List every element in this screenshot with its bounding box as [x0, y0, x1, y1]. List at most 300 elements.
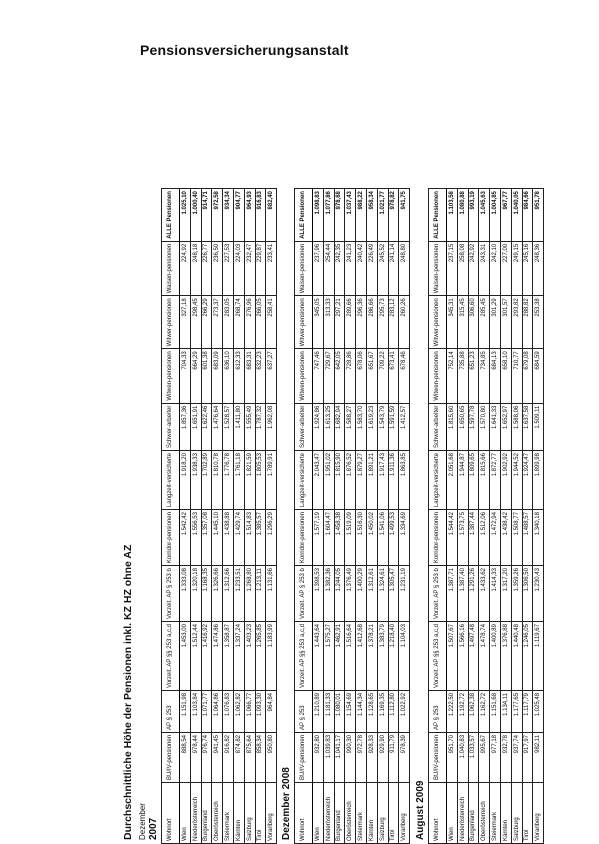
cell-value: 976,74	[201, 732, 212, 782]
cell-value: 1.400,89	[490, 622, 501, 691]
cell-value: 1.566,16	[457, 622, 468, 691]
cell-value: 651,23	[468, 349, 479, 403]
cell-value: 710,77	[511, 349, 522, 403]
cell-value: 1.497,48	[468, 622, 479, 691]
cell-value: 1.613,25	[323, 403, 334, 450]
cell-value: 601,38	[201, 349, 212, 403]
cell-value: 1.357,08	[201, 510, 212, 566]
table-row	[266, 189, 277, 844]
cell-value: 1.488,57	[522, 510, 533, 566]
section-year: 2007	[148, 817, 159, 840]
cell-value: 1.445,10	[212, 510, 223, 566]
table-row	[388, 189, 399, 844]
cell-value: 1.509,11	[533, 403, 544, 450]
cell-value: 258,08	[457, 241, 468, 295]
cell-value: 1.080,01	[334, 690, 345, 732]
cell-value: 972,78	[356, 732, 367, 782]
cell-value: 1.951,02	[323, 451, 334, 510]
cell-value: 1.093,30	[255, 690, 266, 732]
document-title: Durchschnittliche Höhe der Pensionen inkl. KZ HZ ohne AZ	[122, 544, 134, 840]
cell-value: 1.265,85	[255, 622, 266, 691]
cell-value: 1.815,60	[447, 403, 458, 450]
cell-value: 1.876,52	[345, 451, 356, 510]
cell-value: 1.071,77	[201, 690, 212, 732]
cell-value: 226,77	[201, 241, 212, 295]
cell-value: 289,66	[345, 296, 356, 349]
row-region: Steiermark	[356, 783, 367, 844]
cell-value: 227,53	[223, 241, 234, 295]
cell-value: 1.588,06	[511, 403, 522, 450]
cell-value: 678,46	[399, 349, 410, 403]
cell-value: 1.872,77	[490, 451, 501, 510]
cell-value: 2.051,68	[447, 451, 458, 510]
cell-value: 941,75	[399, 189, 410, 242]
table-row	[313, 189, 324, 844]
cell-value: 1.815,66	[479, 451, 490, 510]
cell-value: 1.040,05	[511, 189, 522, 242]
cell-value: 978,68	[334, 189, 345, 242]
table-row	[511, 189, 522, 844]
row-region: Kärnten	[366, 783, 377, 844]
cell-value: 1.805,53	[255, 451, 266, 510]
cell-value: 1.025,10	[180, 189, 191, 242]
cell-value: 1.246,05	[522, 622, 533, 691]
cell-value: 1.004,85	[490, 189, 501, 242]
cell-value: 1.652,97	[500, 403, 511, 450]
cell-value: 1.077,86	[323, 189, 334, 242]
cell-value: 296,36	[356, 296, 367, 349]
section-2007	[138, 188, 277, 844]
column-header: Witwen-pensionen	[429, 349, 447, 403]
cell-value: 1.879,27	[356, 451, 367, 510]
cell-value: 1.472,94	[490, 510, 501, 566]
column-header: Witwer-pensionen	[162, 296, 180, 349]
cell-value: 1.438,88	[223, 510, 234, 566]
cell-value: 1.383,79	[377, 622, 388, 691]
cell-value: 734,85	[479, 349, 490, 403]
cell-value: 729,67	[323, 349, 334, 403]
cell-value: 1.151,98	[180, 690, 191, 732]
cell-value: 1.761,18	[233, 451, 244, 510]
cell-value: 916,83	[255, 189, 266, 242]
cell-value: 1.025,48	[533, 690, 544, 732]
column-header: Vorzeit. AP § 253 b	[295, 566, 313, 622]
cell-value: 1.476,64	[212, 403, 223, 450]
table-header-row	[429, 189, 447, 844]
table-row	[490, 189, 501, 844]
cell-value: 248,80	[399, 241, 410, 295]
cell-value: 224,03	[233, 241, 244, 295]
cell-value: 683,09	[212, 349, 223, 403]
cell-value: 612,33	[233, 349, 244, 403]
cell-value: 1.103,84	[190, 690, 201, 732]
column-header: AP § 253	[429, 690, 447, 732]
cell-value: 1.334,69	[399, 510, 410, 566]
cell-value: 273,37	[212, 296, 223, 349]
cell-value: 233,41	[266, 241, 277, 295]
cell-value: 1.305,47	[388, 566, 399, 622]
column-header: Wohnort	[429, 783, 447, 844]
table-row	[366, 189, 377, 844]
cell-value: 735,88	[457, 349, 468, 403]
cell-value: 1.169,35	[377, 690, 388, 732]
column-header: Korridor-pensionen	[429, 510, 447, 566]
cell-value: 1.218,40	[388, 622, 399, 691]
cell-value: 245,52	[377, 241, 388, 295]
row-region: Steiermark	[223, 783, 234, 844]
row-region: Niederösterreich	[457, 783, 468, 844]
cell-value: 1.651,91	[190, 403, 201, 450]
cell-value: 1.230,43	[533, 566, 544, 622]
cell-value: 1.296,29	[266, 510, 277, 566]
cell-value: 990,30	[345, 732, 356, 782]
cell-value: 1.066,77	[244, 690, 255, 732]
cell-value: 306,60	[468, 296, 479, 349]
cell-value: 236,50	[212, 241, 223, 295]
section-month: Dezember	[138, 803, 147, 840]
section-label	[281, 188, 292, 840]
column-header: Vorzeit. AP §§ 253 a,c,d	[429, 622, 447, 691]
cell-value: 1.168,35	[201, 566, 212, 622]
table-row	[212, 189, 223, 844]
cell-value: 313,33	[323, 296, 334, 349]
cell-value: 1.857,36	[180, 403, 191, 450]
row-region: Wien	[447, 783, 458, 844]
cell-value: 1.326,66	[212, 566, 223, 622]
cell-value: 253,38	[533, 296, 544, 349]
cell-value: 260,26	[399, 296, 410, 349]
table-row	[479, 189, 490, 844]
cell-value: 1.519,09	[345, 510, 356, 566]
cell-value: 288,82	[522, 296, 533, 349]
cell-value: 932,80	[313, 732, 324, 782]
pension-table	[428, 188, 544, 844]
cell-value: 1.809,65	[468, 451, 479, 510]
cell-value: 224,92	[180, 241, 191, 295]
cell-value: 258,41	[266, 296, 277, 349]
cell-value: 1.462,91	[334, 622, 345, 691]
cell-value: 1.154,69	[345, 690, 356, 732]
cell-value: 298,45	[190, 296, 201, 349]
column-header: AP § 253	[295, 690, 313, 732]
cell-value: 977,18	[490, 732, 501, 782]
cell-value: 1.899,98	[533, 451, 544, 510]
row-region: Niederösterreich	[323, 783, 334, 844]
cell-value: 1.429,74	[233, 510, 244, 566]
cell-value: 242,92	[468, 241, 479, 295]
cell-value: 1.863,85	[399, 451, 410, 510]
cell-value: 972,58	[212, 189, 223, 242]
row-region: Burgenland	[334, 783, 345, 844]
cell-value: 1.112,80	[388, 690, 399, 732]
cell-value: 1.411,80	[233, 403, 244, 450]
section-month: August	[415, 805, 426, 840]
cell-value: 874,82	[233, 732, 244, 782]
cell-value: 964,84	[266, 690, 277, 732]
cell-value: 709,22	[377, 349, 388, 403]
cell-value: 1.033,57	[468, 732, 479, 782]
cell-value: 911,79	[388, 732, 399, 782]
cell-value: 684,13	[490, 349, 501, 403]
cell-value: 752,14	[447, 349, 458, 403]
column-header: Witwen-pensionen	[295, 349, 313, 403]
cell-value: 1.062,38	[468, 690, 479, 732]
cell-value: 1.291,26	[468, 566, 479, 622]
cell-value: 249,15	[511, 241, 522, 295]
cell-value: 1.231,19	[399, 566, 410, 622]
cell-value: 904,77	[233, 189, 244, 242]
column-header: Wohnort	[162, 783, 180, 844]
cell-value: 888,54	[180, 732, 191, 782]
column-header: Wohnort	[295, 783, 313, 844]
cell-value: 240,42	[356, 241, 367, 295]
cell-value: 1.233,51	[233, 566, 244, 622]
column-header: Vorzeit. AP §§ 253 a,c,d	[162, 622, 180, 691]
cell-value: 636,10	[223, 349, 234, 403]
cell-value: 1.045,63	[479, 189, 490, 242]
cell-value: 1.438,42	[500, 510, 511, 566]
cell-value: 1.210,89	[313, 690, 324, 732]
cell-value: 1.682,94	[334, 403, 345, 450]
cell-value: 1.577,19	[313, 510, 324, 566]
cell-value: 1.359,26	[511, 566, 522, 622]
cell-value: 679,08	[522, 349, 533, 403]
cell-value: 285,45	[479, 296, 490, 349]
column-header: Vorzeit. AP § 253 b	[429, 566, 447, 622]
row-region: Kärnten	[500, 783, 511, 844]
cell-value: 1.222,50	[447, 690, 458, 732]
cell-value: 1.776,78	[223, 451, 234, 510]
cell-value: 1.962,08	[266, 403, 277, 450]
cell-value: 914,71	[201, 189, 212, 242]
cell-value: 1.924,86	[313, 403, 324, 450]
table-row	[190, 189, 201, 844]
cell-value: 1.528,57	[223, 403, 234, 450]
column-header: BU/IV-pensionen	[162, 732, 180, 782]
cell-value: 747,46	[313, 349, 324, 403]
cell-value: 1.040,83	[457, 732, 468, 782]
cell-value: 683,31	[244, 349, 255, 403]
cell-value: 1.512,44	[190, 622, 201, 691]
cell-value: 673,41	[388, 349, 399, 403]
cell-value: 1.650,65	[457, 403, 468, 450]
cell-value: 1.000,40	[190, 189, 201, 242]
cell-value: 1.412,57	[399, 403, 410, 450]
column-header: Waisen-pensionen	[429, 241, 447, 295]
column-header: ALLE Pensionen	[295, 189, 313, 242]
cell-value: 254,44	[323, 241, 334, 295]
cell-value: 1.810,78	[212, 451, 223, 510]
cell-value: 1.597,78	[468, 403, 479, 450]
table-header-row	[295, 189, 313, 844]
row-region: Vorarlberg	[266, 783, 277, 844]
cell-value: 283,12	[388, 296, 399, 349]
cell-value: 1.244,05	[334, 566, 345, 622]
cell-value: 1.192,72	[457, 690, 468, 732]
column-header: Schwer-arbeiter	[162, 403, 180, 450]
column-header: Witwer-pensionen	[295, 296, 313, 349]
pension-table	[294, 188, 410, 844]
cell-value: 1.398,53	[313, 566, 324, 622]
cell-value: 1.440,48	[511, 622, 522, 691]
cell-value: 1.400,29	[356, 566, 367, 622]
cell-value: 1.619,23	[366, 403, 377, 450]
cell-value: 1.911,36	[388, 451, 399, 510]
cell-value: 1.575,27	[323, 622, 334, 691]
cell-value: 241,23	[345, 241, 356, 295]
table-row	[468, 189, 479, 844]
cell-value: 651,67	[366, 349, 377, 403]
cell-value: 283,05	[223, 296, 234, 349]
cell-value: 1.134,11	[500, 690, 511, 732]
row-region: Wien	[313, 783, 324, 844]
cell-value: 1.306,50	[522, 566, 533, 622]
column-header: Waisen-pensionen	[162, 241, 180, 295]
cell-value: 1.573,75	[457, 510, 468, 566]
cell-value: 227,00	[500, 241, 511, 295]
cell-value: 1.144,34	[356, 690, 367, 732]
cell-value: 1.376,88	[500, 622, 511, 691]
cell-value: 1.080,88	[457, 189, 468, 242]
cell-value: 1.556,53	[190, 510, 201, 566]
table-row	[457, 189, 468, 844]
cell-value: 1.622,46	[201, 403, 212, 450]
column-header: ALLE Pensionen	[429, 189, 447, 242]
cell-value: 1.516,64	[345, 622, 356, 691]
table-row	[399, 189, 410, 844]
cell-value: 1.591,59	[388, 403, 399, 450]
cell-value: 248,36	[533, 241, 544, 295]
column-header: BU/IV-pensionen	[295, 732, 313, 782]
cell-value: 226,49	[366, 241, 377, 295]
cell-value: 937,74	[511, 732, 522, 782]
cell-value: 237,96	[313, 241, 324, 295]
table-row	[180, 189, 191, 844]
cell-value: 858,34	[255, 732, 266, 782]
cell-value: 1.022,92	[399, 690, 410, 732]
cell-value: 728,86	[345, 349, 356, 403]
cell-value: 242,10	[490, 241, 501, 295]
cell-value: 1.021,77	[377, 189, 388, 242]
cell-value: 266,29	[201, 296, 212, 349]
cell-value: 658,10	[500, 349, 511, 403]
cell-value: 1.512,06	[479, 510, 490, 566]
row-region: Vorarlberg	[533, 783, 544, 844]
cell-value: 1.938,33	[190, 451, 201, 510]
row-region: Salzburg	[377, 783, 388, 844]
cell-value: 1.499,53	[388, 510, 399, 566]
cell-value: 1.387,44	[468, 510, 479, 566]
cell-value: 1.891,21	[366, 451, 377, 510]
cell-value: 982,11	[533, 732, 544, 782]
cell-value: 2.043,47	[313, 451, 324, 510]
cell-value: 1.062,82	[233, 690, 244, 732]
cell-value: 1.924,47	[522, 451, 533, 510]
table-row	[334, 189, 345, 844]
cell-value: 664,29	[190, 349, 201, 403]
cell-value: 1.387,71	[447, 566, 458, 622]
cell-value: 1.508,77	[511, 510, 522, 566]
cell-value: 875,64	[244, 732, 255, 782]
cell-value: 266,05	[255, 296, 266, 349]
table-row	[223, 189, 234, 844]
cell-value: 1.131,66	[266, 566, 277, 622]
cell-value: 1.317,20	[500, 566, 511, 622]
cell-value: 984,66	[522, 189, 533, 242]
cell-value: 1.902,92	[500, 451, 511, 510]
table-row	[244, 189, 255, 844]
cell-value: 882,40	[266, 189, 277, 242]
cell-value: 1.555,49	[244, 403, 255, 450]
cell-value: 951,78	[533, 189, 544, 242]
cell-value: 1.103,58	[447, 189, 458, 242]
column-header: Langzeit-versicherte	[429, 451, 447, 510]
cell-value: 1.433,62	[479, 566, 490, 622]
cell-value: 1.117,79	[522, 690, 533, 732]
cell-value: 1.320,18	[190, 566, 201, 622]
cell-value: 1.789,91	[266, 451, 277, 510]
cell-value: 1.041,17	[334, 732, 345, 782]
column-header: ALLE Pensionen	[162, 189, 180, 242]
cell-value: 1.181,33	[323, 690, 334, 732]
cell-value: 1.507,67	[447, 622, 458, 691]
column-header: Korridor-pensionen	[162, 510, 180, 566]
row-region: Oberösterreich	[212, 783, 223, 844]
cell-value: 1.376,49	[345, 566, 356, 622]
cell-value: 995,67	[479, 732, 490, 782]
column-header: Langzeit-versicherte	[295, 451, 313, 510]
cell-value: 978,82	[388, 189, 399, 242]
cell-value: 1.453,00	[180, 622, 191, 691]
cell-value: 229,87	[255, 241, 266, 295]
cell-value: 1.312,66	[223, 566, 234, 622]
cell-value: 1.064,86	[212, 690, 223, 732]
pension-table	[161, 188, 277, 844]
row-region: Steiermark	[490, 783, 501, 844]
row-region: Wien	[180, 783, 191, 844]
table-row	[201, 189, 212, 844]
cell-value: 286,66	[366, 296, 377, 349]
row-region: Tirol	[388, 783, 399, 844]
cell-value: 1.340,18	[533, 510, 544, 566]
cell-value: 1.544,42	[447, 510, 458, 566]
cell-value: 1.702,89	[201, 451, 212, 510]
cell-value: 978,39	[399, 732, 410, 782]
row-region: Salzburg	[511, 783, 522, 844]
table-row	[323, 189, 334, 844]
column-header: Korridor-pensionen	[295, 510, 313, 566]
table-header-row	[162, 189, 180, 844]
cell-value: 632,23	[255, 349, 266, 403]
row-region: Niederösterreich	[190, 783, 201, 844]
cell-value: 958,34	[366, 189, 377, 242]
cell-value: 268,74	[233, 296, 244, 349]
column-header: Waisen-pensionen	[295, 241, 313, 295]
cell-value: 1.162,72	[479, 690, 490, 732]
cell-value: 241,14	[388, 241, 399, 295]
cell-value: 1.382,36	[323, 566, 334, 622]
cell-value: 1.458,38	[334, 510, 345, 566]
cell-value: 1.637,58	[522, 403, 533, 450]
cell-value: 297,21	[334, 296, 345, 349]
cell-value: 1.944,52	[511, 451, 522, 510]
cell-value: 1.151,68	[490, 690, 501, 732]
cell-value: 295,73	[377, 296, 388, 349]
column-header: Witwen-pensionen	[162, 349, 180, 403]
cell-value: 1.641,33	[490, 403, 501, 450]
cell-value: 1.787,32	[255, 403, 266, 450]
cell-value: 1.416,92	[201, 622, 212, 691]
